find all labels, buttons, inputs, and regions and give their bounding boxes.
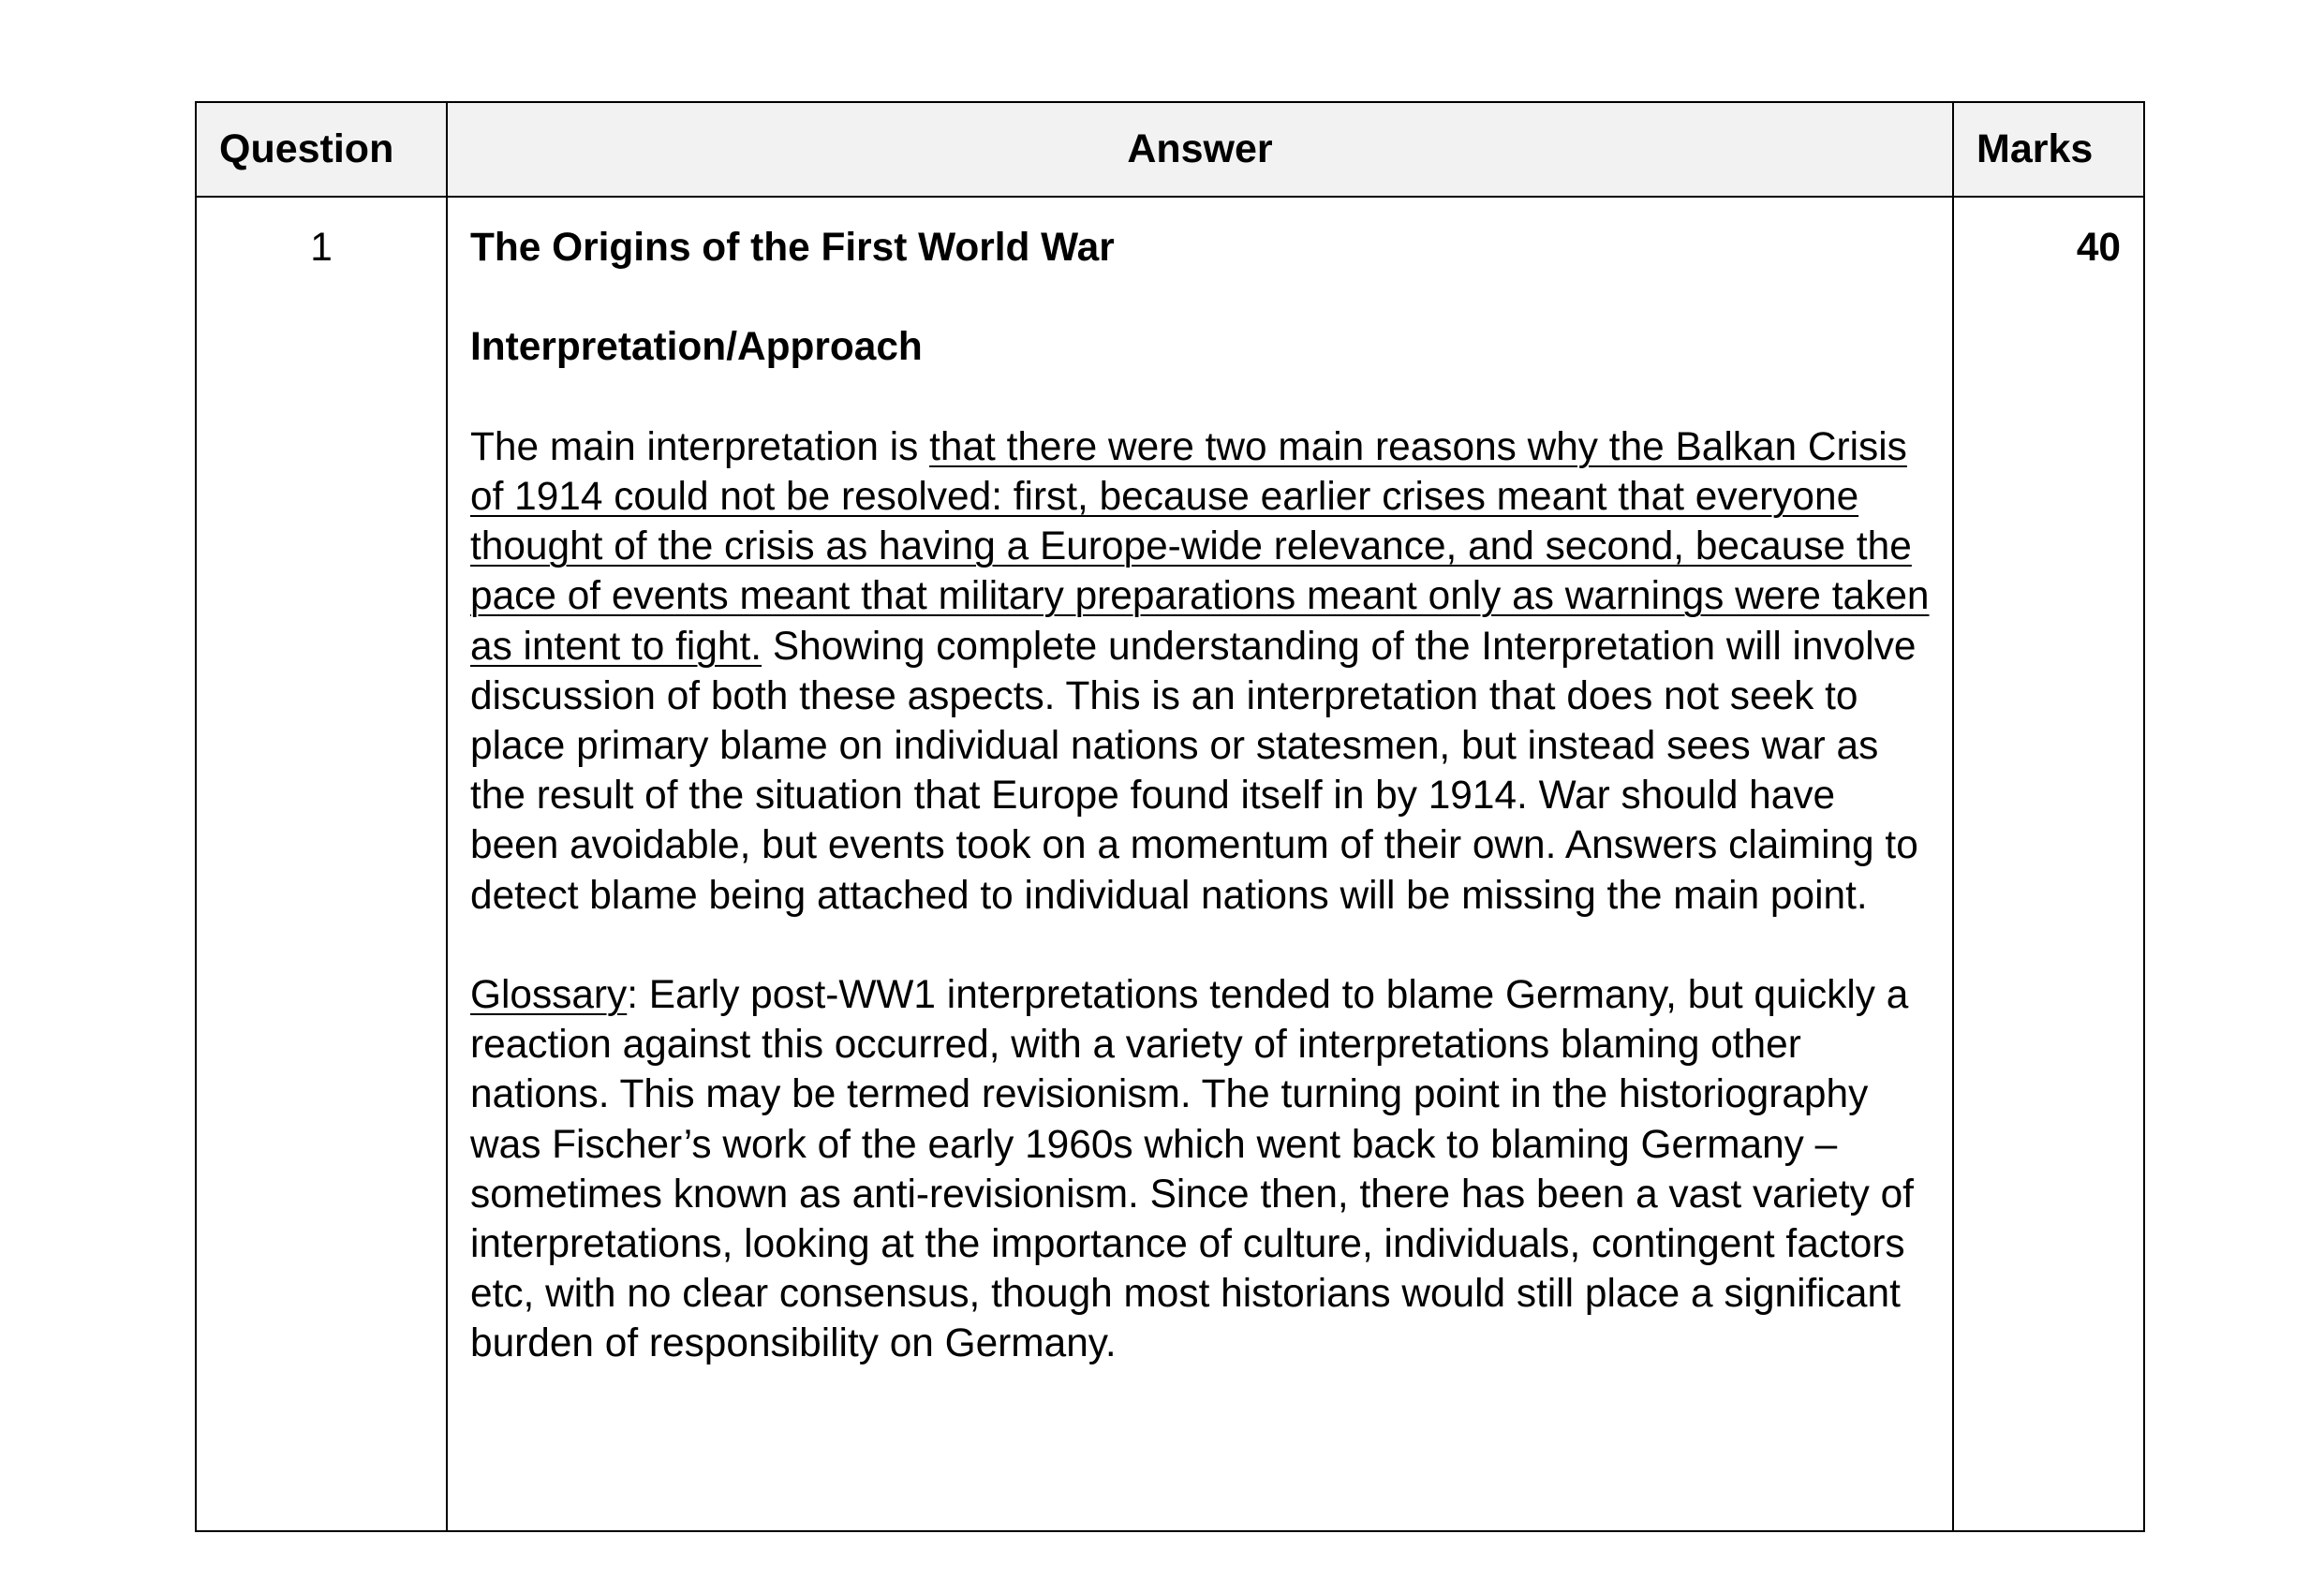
answer-title: The Origins of the First World War bbox=[470, 225, 1115, 269]
table-row bbox=[196, 197, 2144, 1531]
glossary-label: Glossary bbox=[470, 972, 628, 1016]
interpretation-lead: The main interpretation is bbox=[470, 423, 930, 468]
answer-subheading: Interpretation/Approach bbox=[470, 324, 923, 369]
header-answer: Answer bbox=[447, 102, 1953, 197]
interpretation-underlined: that there were two main reasons why the Balkan Crisis of 1914 could not be resolved: first, because earlier crises meant that everyone thought of the crisis as having a Europe-wide relevance, and second, because the pace of events meant that military preparations meant only as warnings were taken as intent to fight. bbox=[470, 423, 1930, 668]
glossary-text: : Early post-WW1 interpretations tended to blame Germany, but quickly a reaction against this occurred, with a variety of interpretations blaming other nations. This may be termed revisionism. The turning point in the historiography was Fischer’s work of the early 1960s which went back to blaming Germany – sometimes known as anti-revisionism. Since then, there has been a vast variety of interpretations, looking at the importance of culture, individuals, contingent factors etc, with no clear consensus, though most historians would still place a significant burden of responsibility on Germany. bbox=[470, 972, 1914, 1365]
header-marks: Marks bbox=[1953, 102, 2144, 197]
marks-value: 40 bbox=[1953, 197, 2144, 1531]
table-body bbox=[196, 197, 2144, 1531]
table-header bbox=[196, 102, 2144, 197]
glossary-paragraph bbox=[470, 969, 1930, 1368]
mark-scheme-table bbox=[195, 101, 2145, 1532]
interpretation-paragraph bbox=[470, 421, 1930, 920]
answer-cell bbox=[447, 197, 1953, 1531]
header-row bbox=[196, 102, 2144, 197]
question-number: 1 bbox=[196, 197, 447, 1531]
header-question: Question bbox=[196, 102, 447, 197]
interpretation-rest: Showing complete understanding of the Interpretation will involve discussion of both these aspects. This is an interpretation that does not seek to place primary blame on individual nations or statesmen, but instead sees war as the result of the situation that Europe found itself in by 1914. War should have been avoidable, but events took on a momentum of their own. Answers claiming to detect blame being attached to individual nations will be missing the main point. bbox=[470, 623, 1918, 917]
